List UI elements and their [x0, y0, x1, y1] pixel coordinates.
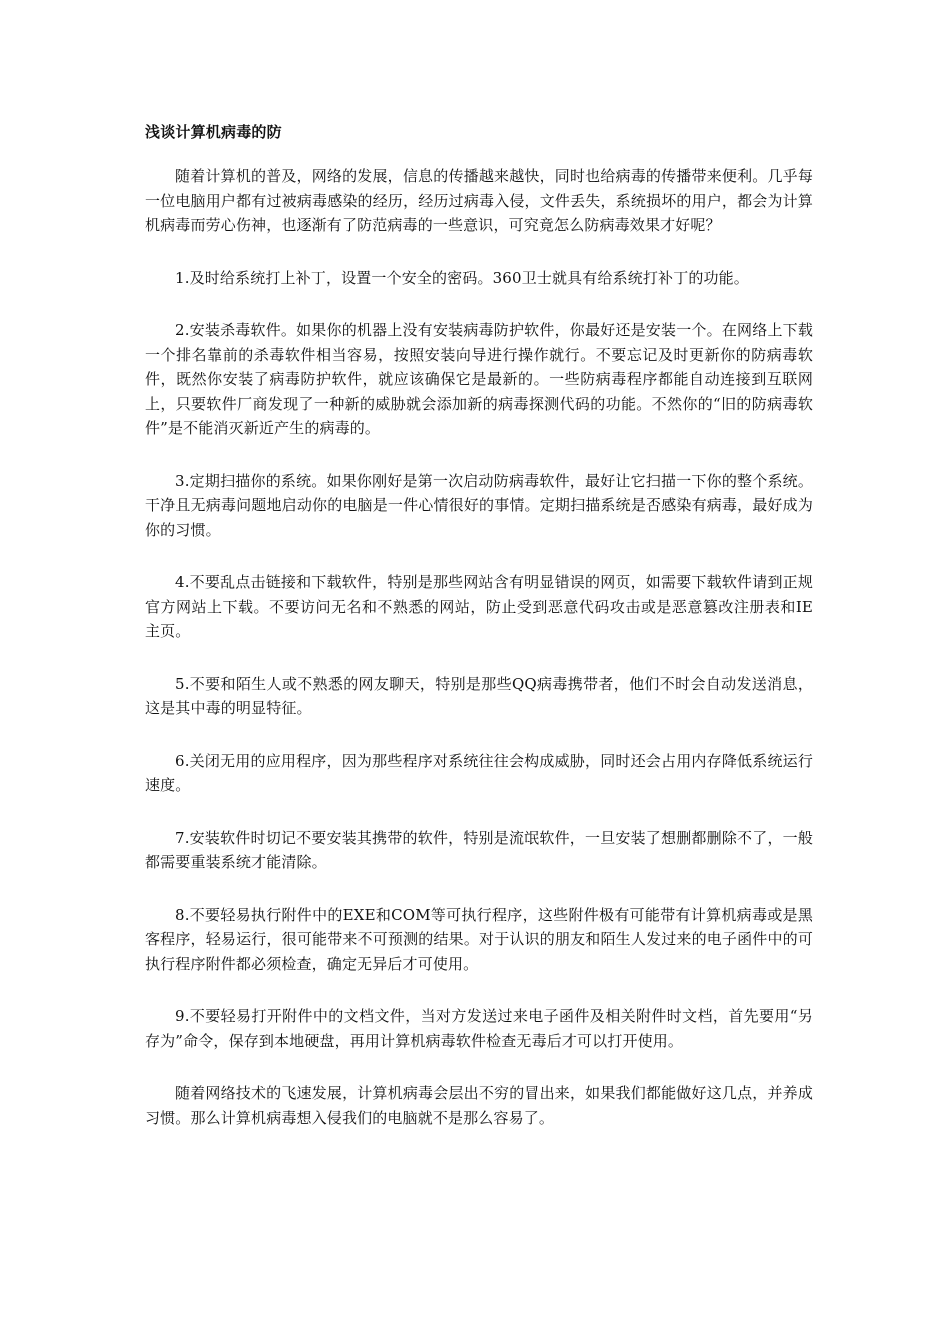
paragraph-tip-3: 3.定期扫描你的系统。如果你刚好是第一次启动防病毒软件，最好让它扫描一下你的整个系统。干净且无病毒问题地启动你的电脑是一件心情很好的事情。定期扫描系统是否感染有病毒，最好成为你的习惯。: [145, 471, 813, 539]
paragraph-tip-2: 2.安装杀毒软件。如果你的机器上没有安装病毒防护软件，你最好还是安装一个。在网络上下载一个排名靠前的杀毒软件相当容易，按照安装向导进行操作就行。不要忘记及时更新你的防病毒软件，既然你安装了病毒防护软件，就应该确保它是最新的。一些防病毒程序都能自动连接到互联网上，只要软件厂商发现了一种新的威胁就会添加新的病毒探测代码的功能。不然你的“旧的防病毒软件”是不能消灭新近产生的病毒的。: [145, 321, 813, 437]
document-page: [145, 120, 813, 1158]
paragraph-tip-1: 1.及时给系统打上补丁，设置一个安全的密码。360卫士就具有给系统打补丁的功能。: [175, 268, 749, 287]
paragraph-conclusion: 随着网络技术的飞速发展，计算机病毒会层出不穷的冒出来，如果我们都能做好这几点，并养成习惯。那么计算机病毒想入侵我们的电脑就不是那么容易了。: [145, 1084, 813, 1127]
document-title: 浅谈计算机病毒的防: [145, 123, 282, 141]
paragraph-tip-8: 8.不要轻易执行附件中的EXE和COM等可执行程序，这些附件极有可能带有计算机病毒或是黑客程序，轻易运行，很可能带来不可预测的结果。对于认识的朋友和陌生人发过来的电子函件中的可执行程序附件都必须检查，确定无异后才可使用。: [145, 905, 813, 973]
paragraph-tip-6: 6.关闭无用的应用程序，因为那些程序对系统往往会构成威胁，同时还会占用内存降低系统运行速度。: [145, 751, 813, 794]
paragraph-intro: 随着计算机的普及，网络的发展，信息的传播越来越快，同时也给病毒的传播带来便利。几乎每一位电脑用户都有过被病毒感染的经历，经历过病毒入侵，文件丢失，系统损坏的用户，都会为计算机病毒而劳心伤神，也逐渐有了防范病毒的一些意识，可究竟怎么防病毒效果才好呢？: [145, 167, 813, 234]
paragraph-tip-7: 7.安装软件时切记不要安装其携带的软件，特别是流氓软件，一旦安装了想删都删除不了，一般都需要重装系统才能清除。: [145, 828, 813, 871]
paragraph-tip-9: 9.不要轻易打开附件中的文档文件，当对方发送过来电子函件及相关附件时文档，首先要用“另存为”命令，保存到本地硬盘，再用计算机病毒软件检查无毒后才可以打开使用。: [145, 1007, 813, 1050]
paragraph-tip-5: 5.不要和陌生人或不熟悉的网友聊天，特别是那些QQ病毒携带者，他们不时会自动发送消息，这是其中毒的明显特征。: [145, 674, 813, 717]
paragraph-tip-4: 4.不要乱点击链接和下载软件，特别是那些网站含有明显错误的网页，如需要下载软件请到正规官方网站上下载。不要访问无名和不熟悉的网站，防止受到恶意代码攻击或是恶意篡改注册表和IE主页。: [145, 573, 813, 640]
